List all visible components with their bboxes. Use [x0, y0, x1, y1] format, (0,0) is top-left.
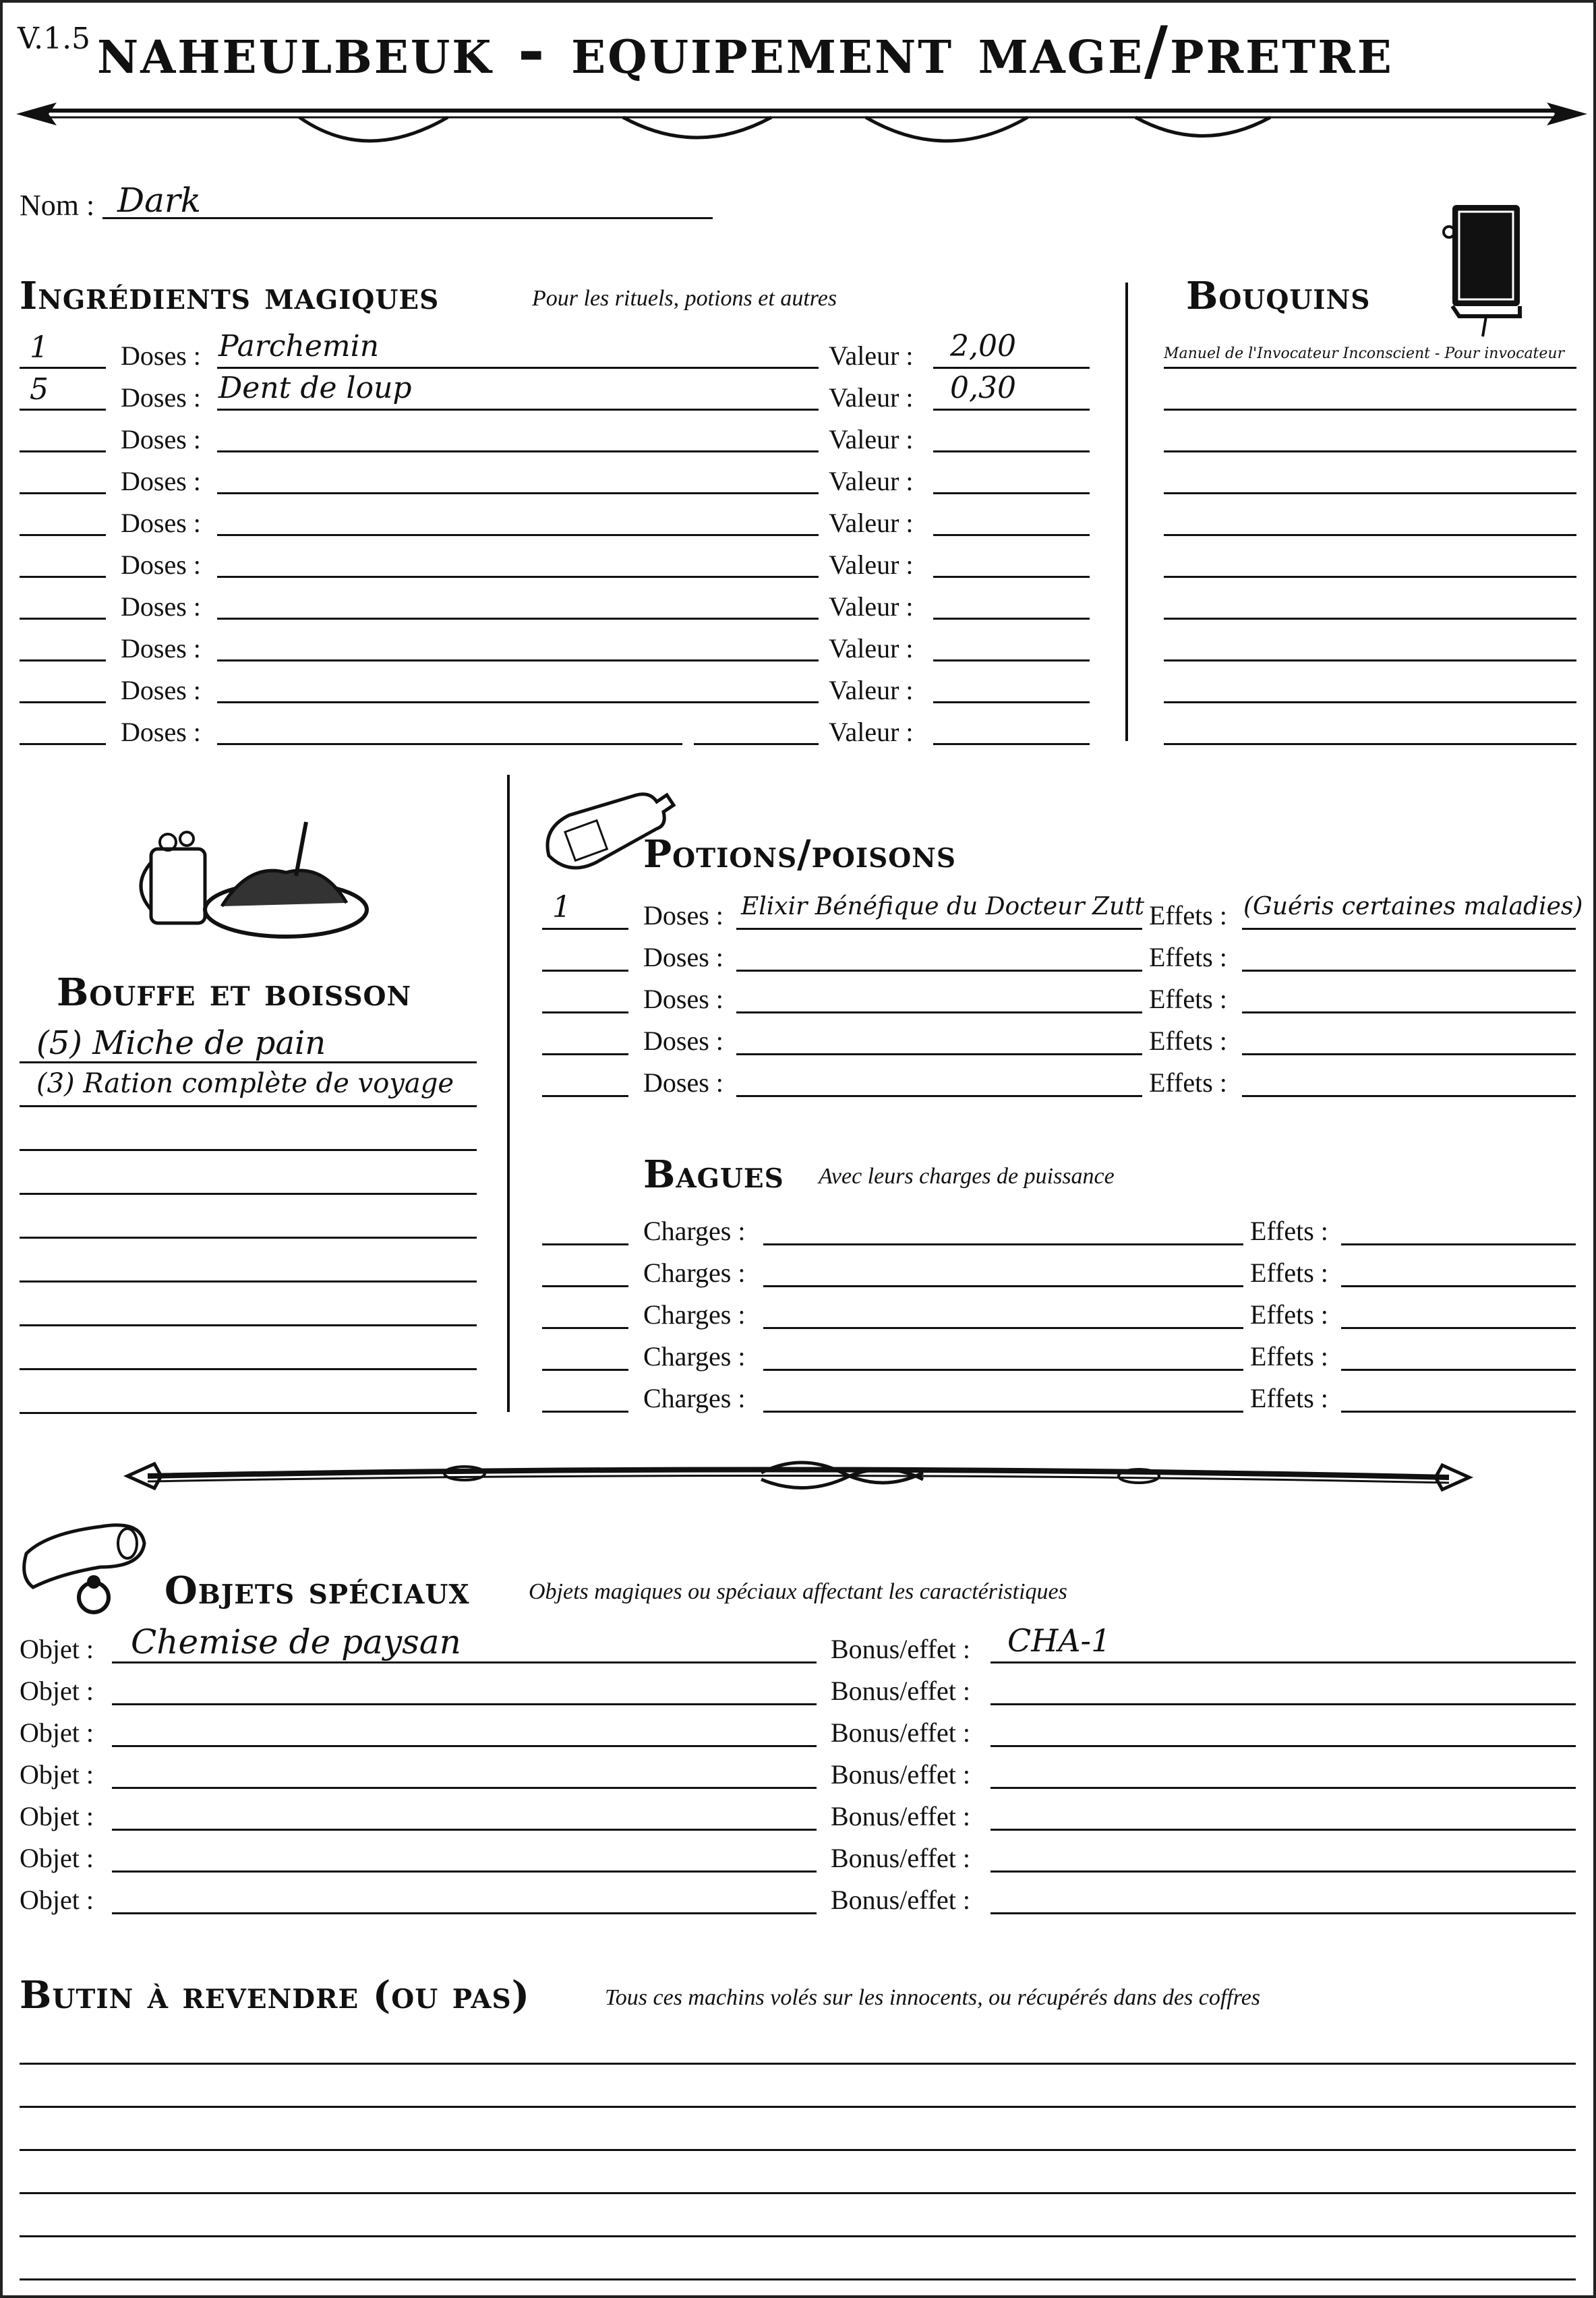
ingredient-doses-label: Doses : — [121, 550, 201, 580]
writing-line — [991, 1870, 1576, 1873]
writing-line — [991, 1703, 1576, 1705]
objet-bonus-label: Bonus/effet : — [831, 1676, 971, 1706]
writing-line — [991, 1787, 1576, 1789]
writing-line — [1164, 450, 1576, 452]
writing-line — [20, 450, 106, 452]
objet-bonus-label: Bonus/effet : — [831, 1801, 971, 1831]
writing-line — [20, 659, 106, 661]
writing-line — [991, 1745, 1576, 1747]
writing-line — [1164, 492, 1576, 494]
objets-subtitle: Objets magiques ou spéciaux affectant les caractéristiques — [529, 1579, 1067, 1604]
writing-line — [933, 576, 1090, 578]
writing-line — [20, 1237, 477, 1239]
writing-line — [736, 1095, 1142, 1097]
writing-line — [542, 1327, 628, 1329]
objet-label: Objet : — [20, 1759, 94, 1790]
potion-effets-label: Effets : — [1149, 1067, 1227, 1098]
potion-effets-label: Effets : — [1149, 942, 1227, 972]
potion-effets-label: Effets : — [1149, 900, 1227, 931]
objet-label: Objet : — [20, 1717, 94, 1748]
ring-effets-label: Effets : — [1250, 1299, 1328, 1330]
writing-line — [112, 1745, 817, 1747]
objet-label: Objet : — [20, 1885, 94, 1915]
objets-title: Objets spéciaux — [165, 1568, 470, 1613]
writing-line — [20, 2149, 1576, 2151]
ingredients-subtitle: Pour les rituels, potions et autres — [532, 286, 837, 311]
ingredient-valeur-label: Valeur : — [829, 675, 914, 705]
potion-doses-label: Doses : — [643, 900, 723, 931]
writing-line — [736, 1053, 1142, 1055]
objet-bonus-label: Bonus/effet : — [831, 1885, 971, 1915]
page-title: naheulbeuk - equipement mage/pretre — [97, 12, 1394, 88]
writing-line — [1164, 367, 1576, 369]
potion-doses-label: Doses : — [643, 984, 723, 1014]
ingredient-valeur-label: Valeur : — [829, 591, 914, 622]
food-entry[interactable]: (3) Ration complète de voyage — [36, 1068, 454, 1099]
staff-divider-icon — [127, 1449, 1469, 1503]
writing-line — [217, 576, 819, 578]
ingredient-name[interactable]: Parchemin — [218, 329, 380, 363]
ingredient-doses-label: Doses : — [121, 508, 201, 538]
spear-divider-icon — [16, 90, 1587, 151]
ring-effets-label: Effets : — [1250, 1258, 1328, 1288]
objet-bonus[interactable]: CHA-1 — [1007, 1622, 1111, 1659]
ingredient-valeur-label: Valeur : — [829, 424, 914, 454]
writing-line — [1341, 1327, 1576, 1329]
writing-line — [694, 743, 819, 745]
potion-doses-label: Doses : — [643, 1026, 723, 1056]
ingredient-doses-label: Doses : — [121, 382, 201, 413]
writing-line — [217, 492, 819, 494]
objet-bonus-label: Bonus/effet : — [831, 1759, 971, 1790]
writing-line — [542, 928, 628, 930]
ingredient-doses-label: Doses : — [121, 591, 201, 622]
writing-line — [20, 1193, 477, 1195]
writing-line — [20, 2106, 1576, 2108]
ingredient-doses-label: Doses : — [121, 675, 201, 705]
writing-line — [1341, 1243, 1576, 1245]
objet-bonus-label: Bonus/effet : — [831, 1634, 971, 1664]
writing-line — [112, 1703, 817, 1705]
writing-line — [933, 450, 1090, 452]
writing-line — [20, 1324, 477, 1326]
writing-line — [217, 701, 819, 703]
writing-line — [20, 492, 106, 494]
writing-line — [1242, 928, 1576, 930]
ingredient-valeur-label: Valeur : — [829, 633, 914, 664]
objet-name[interactable]: Chemise de paysan — [131, 1622, 461, 1661]
ingredient-valeur-label: Valeur : — [829, 341, 914, 371]
writing-line — [1164, 618, 1576, 620]
writing-line — [20, 2192, 1576, 2194]
potion-effect[interactable]: (Guéris certaines maladies) — [1243, 893, 1583, 920]
writing-line — [736, 1011, 1142, 1013]
writing-line — [20, 2063, 1576, 2065]
writing-line — [20, 1368, 477, 1370]
writing-line — [112, 1787, 817, 1789]
writing-line — [933, 534, 1090, 536]
ingredient-valeur-label: Valeur : — [829, 550, 914, 580]
writing-line — [20, 2278, 1576, 2280]
ring-effets-label: Effets : — [1250, 1383, 1328, 1413]
book-icon — [1439, 198, 1533, 340]
ring-charges-label: Charges : — [643, 1258, 746, 1288]
objet-label: Objet : — [20, 1676, 94, 1706]
potion-effets-label: Effets : — [1149, 1026, 1227, 1056]
writing-line — [542, 1243, 628, 1245]
potion-effets-label: Effets : — [1149, 984, 1227, 1014]
writing-line — [112, 1829, 817, 1831]
writing-line — [20, 367, 106, 369]
writing-line — [1242, 1011, 1576, 1013]
writing-line — [217, 534, 819, 536]
ring-effets-label: Effets : — [1250, 1341, 1328, 1372]
writing-line — [217, 659, 819, 661]
writing-line — [20, 701, 106, 703]
writing-line — [991, 1912, 1576, 1914]
writing-line — [763, 1369, 1243, 1371]
ring-charges-label: Charges : — [643, 1341, 746, 1372]
writing-line — [1341, 1285, 1576, 1287]
ring-charges-label: Charges : — [643, 1383, 746, 1413]
writing-line — [217, 450, 819, 452]
writing-line — [1341, 1369, 1576, 1371]
ingredient-doses-label: Doses : — [121, 341, 201, 371]
writing-line — [20, 1105, 477, 1107]
food-and-drink-icon — [141, 808, 370, 943]
potions-title: Potions/poisons — [643, 832, 957, 877]
bouquins-title: Bouquins — [1186, 274, 1371, 318]
potion-doses-label: Doses : — [643, 1067, 723, 1098]
writing-line — [1242, 970, 1576, 972]
ingredient-qty[interactable]: 5 — [30, 372, 49, 407]
writing-line — [736, 928, 1142, 930]
ingredient-doses-label: Doses : — [121, 466, 201, 496]
writing-line — [112, 1870, 817, 1873]
writing-line — [542, 1095, 628, 1097]
writing-line — [933, 743, 1090, 745]
writing-line — [217, 618, 819, 620]
writing-line — [1341, 1411, 1576, 1413]
writing-line — [542, 1285, 628, 1287]
writing-line — [542, 970, 628, 972]
writing-line — [933, 409, 1090, 411]
version-label: V.1.5 — [18, 22, 91, 56]
food-entry[interactable]: (5) Miche de pain — [36, 1024, 326, 1062]
ring-effets-label: Effets : — [1250, 1216, 1328, 1246]
writing-line — [933, 618, 1090, 620]
ingredient-valeur-label: Valeur : — [829, 508, 914, 538]
ingredient-doses-label: Doses : — [121, 633, 201, 664]
ingredients-title: Ingrédients magiques — [20, 274, 440, 318]
potion-doses-label: Doses : — [643, 942, 723, 972]
bouquin-entry[interactable]: Manuel de l'Invocateur Inconscient - Pour invocateur — [1164, 345, 1565, 362]
bagues-subtitle: Avec leurs charges de puissance — [819, 1164, 1115, 1189]
ingredient-value[interactable]: 2,00 — [950, 329, 1016, 363]
writing-line — [217, 367, 819, 369]
objet-bonus-label: Bonus/effet : — [831, 1843, 971, 1873]
ingredient-doses-label: Doses : — [121, 717, 201, 747]
name-field[interactable]: Dark — [117, 181, 202, 220]
writing-line — [112, 1912, 817, 1914]
writing-line — [20, 743, 106, 745]
ingredient-qty[interactable]: 1 — [30, 330, 49, 365]
writing-line — [1164, 701, 1576, 703]
ring-charges-label: Charges : — [643, 1216, 746, 1246]
writing-line — [1164, 576, 1576, 578]
name-label: Nom : — [20, 189, 95, 222]
scroll-and-ring-icon — [20, 1513, 154, 1621]
writing-line — [20, 534, 106, 536]
objet-bonus-label: Bonus/effet : — [831, 1717, 971, 1748]
writing-line — [736, 970, 1142, 972]
writing-line — [20, 1149, 477, 1151]
ingredient-valeur-label: Valeur : — [829, 717, 914, 747]
writing-line — [1164, 659, 1576, 661]
writing-line — [20, 618, 106, 620]
objet-label: Objet : — [20, 1801, 94, 1831]
writing-line — [763, 1411, 1243, 1413]
writing-line — [542, 1053, 628, 1055]
bouffe-title: Bouffe et boisson — [57, 970, 412, 1015]
ingredient-name[interactable]: Dent de loup — [218, 371, 412, 405]
writing-line — [20, 1412, 477, 1414]
writing-line — [542, 1411, 628, 1413]
writing-line — [217, 409, 819, 411]
ring-charges-label: Charges : — [643, 1299, 746, 1330]
writing-line — [933, 492, 1090, 494]
butin-subtitle: Tous ces machins volés sur les innocents, ou récupérés dans des coffres — [605, 1985, 1261, 2010]
writing-line — [20, 2235, 1576, 2237]
writing-line — [1164, 743, 1576, 745]
writing-line — [217, 743, 682, 745]
potion-qty[interactable]: 1 — [552, 890, 571, 924]
writing-line — [933, 701, 1090, 703]
bagues-title: Bagues — [643, 1152, 784, 1197]
objet-label: Objet : — [20, 1634, 94, 1664]
butin-title: Butin à revendre (ou pas) — [20, 1973, 531, 2017]
ingredient-doses-label: Doses : — [121, 424, 201, 454]
writing-line — [991, 1829, 1576, 1831]
writing-line — [933, 659, 1090, 661]
ingredient-valeur-label: Valeur : — [829, 466, 914, 496]
writing-line — [1164, 534, 1576, 536]
ingredient-valeur-label: Valeur : — [829, 382, 914, 413]
writing-line — [1242, 1053, 1576, 1055]
writing-line — [1164, 409, 1576, 411]
writing-line — [20, 409, 106, 411]
writing-line — [991, 1661, 1576, 1663]
writing-line — [763, 1285, 1243, 1287]
writing-line — [20, 1280, 477, 1283]
writing-line — [542, 1011, 628, 1013]
writing-line — [542, 1369, 628, 1371]
writing-line — [763, 1243, 1243, 1245]
potion-name[interactable]: Elixir Bénéfique du Docteur Zutt — [741, 893, 1145, 920]
writing-line — [763, 1327, 1243, 1329]
ingredient-value[interactable]: 0,30 — [950, 371, 1016, 405]
writing-line — [933, 367, 1090, 369]
writing-line — [1242, 1095, 1576, 1097]
writing-line — [112, 1661, 817, 1663]
objet-label: Objet : — [20, 1843, 94, 1873]
writing-line — [20, 576, 106, 578]
